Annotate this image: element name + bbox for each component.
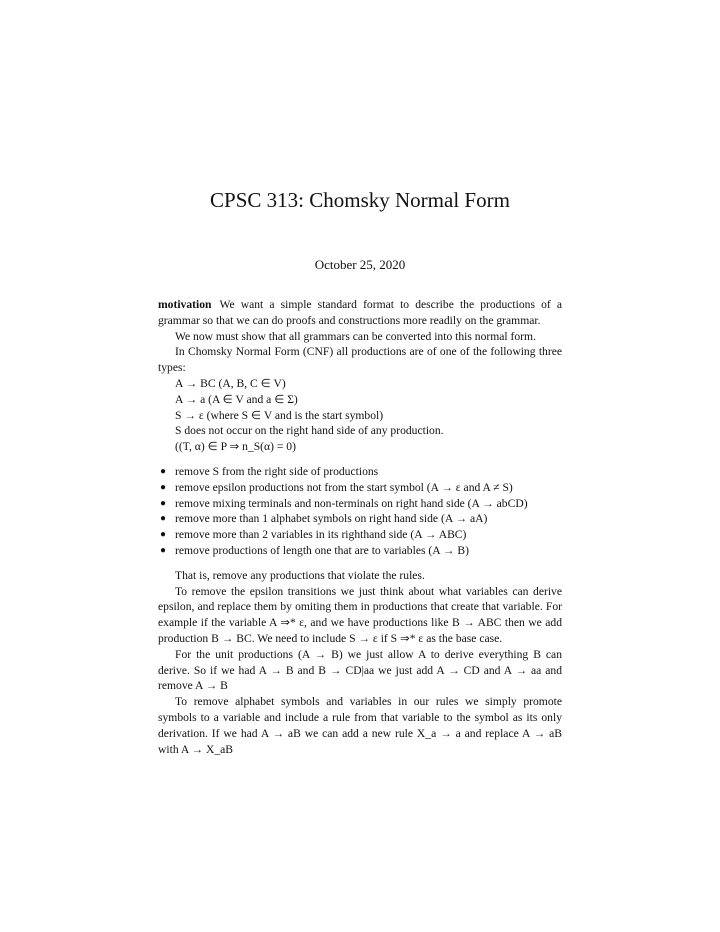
list-item: ● remove productions of length one that are to variables (A → B) <box>160 543 469 557</box>
bullet-icon: ● <box>160 529 167 541</box>
list-item: ● remove epsilon productions not from the start symbol (A → ε and A ≠ S) <box>160 480 513 494</box>
bullet-icon: ● <box>160 497 167 509</box>
motivation-lead: motivation <box>158 298 212 311</box>
production-3: S → ε (where S ∈ V and is the start symbol) <box>175 408 384 422</box>
motivation-text: We want a simple standard format to describe the productions of a grammar so that we can do proofs and constructions more readily on the grammar. <box>158 298 562 327</box>
paragraph-alphabet: To remove alphabet symbols and variables in our rules we simply promote symbols to a variable and include a rule from that variable to the symbol as its only derivation. If we had A → aB we can add a new rule X_a → a and replace A → aB with A → X_aB <box>158 695 562 756</box>
bullet-icon: ● <box>160 513 167 525</box>
paragraph-epsilon: To remove the epsilon transitions we just think about what variables can derive epsilon, and replace them by omiting them in productions that create that variable. For example if the variable A ⇒* ε, and we have productions like B → ABC then we add production B → BC. We need to include S → ε if S ⇒* ε as the base case. <box>158 584 562 645</box>
production-2: A → a (A ∈ V and a ∈ Σ) <box>175 392 298 406</box>
removal-steps-list <box>158 464 562 559</box>
document-body <box>158 297 562 757</box>
bullet-icon: ● <box>160 481 167 493</box>
production-4: S does not occur on the right hand side of any production. <box>175 424 444 438</box>
bullet-icon: ● <box>160 544 167 556</box>
document-date: October 25, 2020 <box>314 257 406 272</box>
motivation-paragraph <box>158 297 562 329</box>
bullet-icon: ● <box>160 465 167 477</box>
list-item: ● remove S from the right side of productions <box>160 464 379 478</box>
list-item: ● remove mixing terminals and non-terminals on right hand side (A → abCD) <box>160 496 528 510</box>
list-item: ● remove more than 1 alphabet symbols on right hand side (A → aA) <box>160 512 488 526</box>
production-1: A → BC (A, B, C ∈ V) <box>175 376 286 390</box>
list-item: ● remove more than 2 variables in its righthand side (A → ABC) <box>160 528 467 542</box>
paragraph-show: We now must show that all grammars can be converted into this normal form. <box>175 329 536 343</box>
production-5: ((T, α) ∈ P ⇒ n_S(α) = 0) <box>175 440 296 454</box>
paragraph-that-is: That is, remove any productions that violate the rules. <box>175 568 425 582</box>
document-title: CPSC 313: Chomsky Normal Form <box>210 188 510 212</box>
paragraph-cnf: In Chomsky Normal Form (CNF) all productions are of one of the following three types: <box>158 345 562 375</box>
paragraph-unit: For the unit productions (A → B) we just allow A to derive everything B can derive. So if we had A → B and B → CD|aa we just add A → CD and A → aa and remove A → B <box>158 647 562 693</box>
